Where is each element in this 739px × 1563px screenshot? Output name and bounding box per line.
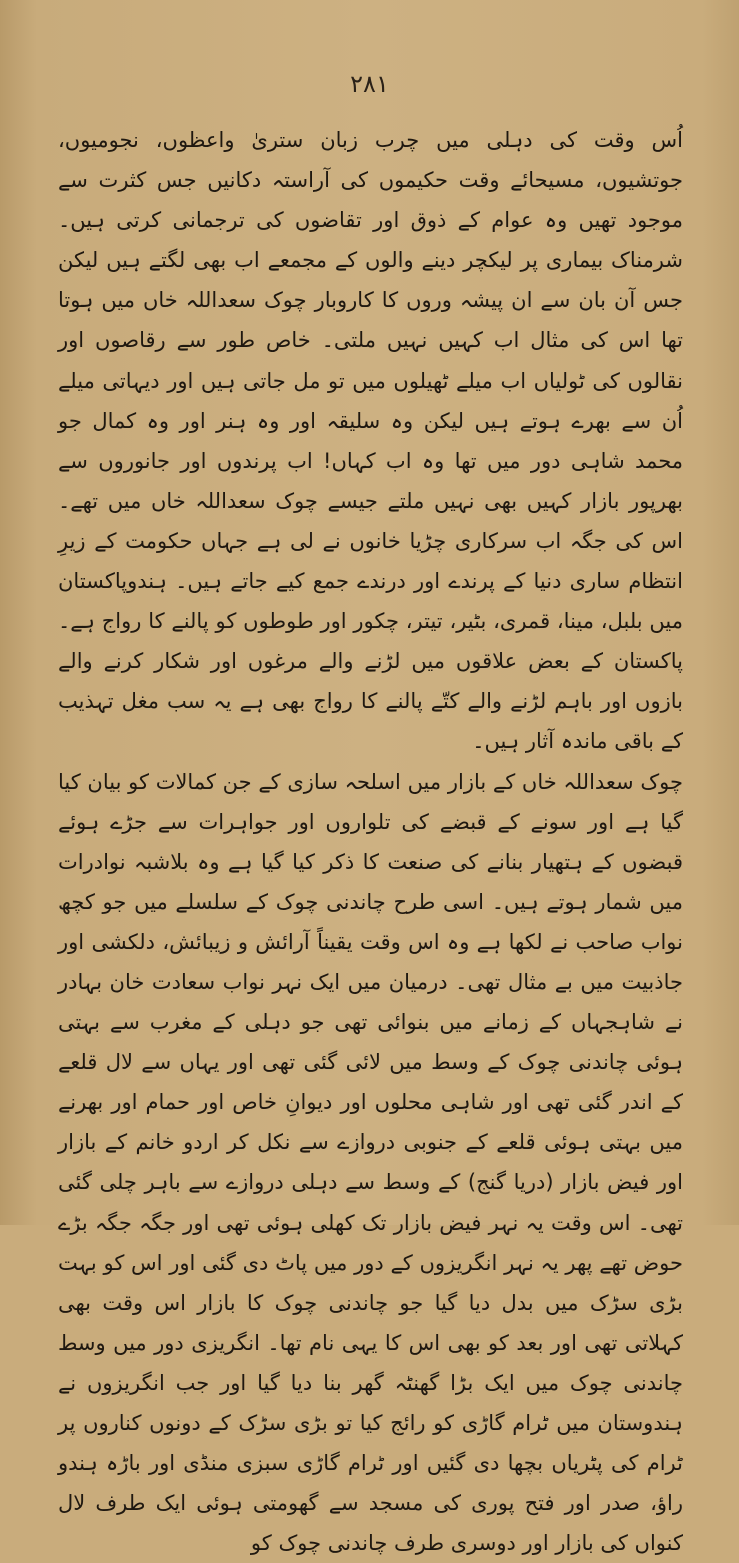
body-text xyxy=(58,120,683,1563)
page-number: ۲۸۱ xyxy=(0,70,739,98)
paragraph-2: چوک سعداللہ خاں کے بازار میں اسلحہ سازی کے جن کمالات کو بیان کیا گیا ہے اور سونے کے قبضے کی تلواروں اور جواہرات سے جڑے ہوئے قبضوں کے ہتھیار بنانے کی صنعت کا ذکر کیا گیا ہے وہ بلاشبہ نوادرات میں شمار ہوتے ہیں۔ اسی طرح چاندنی چوک کے سلسلے میں جو کچھ نواب صاحب نے لکھا ہے وہ اس وقت یقیناً آرائش و زیبائش، دلکشی اور جاذبیت میں بے مثال تھی۔ درمیان میں ایک نہر نواب سعادت خان بہادر نے شاہجہاں کے زمانے میں بنوائی تھی جو دہلی کے مغرب سے بہتی ہوئی چاندنی چوک کے وسط میں لائی گئی تھی اور یہاں سے لال قلعے کے اندر گئی تھی اور شاہی محلوں اور دیوانِ خاص اور حمام اور بھرنے میں بہتی ہوئی قلعے کے جنوبی دروازے سے نکل کر اردو خانم کے بازار اور فیض بازار (دریا گنج) کے وسط سے دہلی دروازے سے باہر چلی گئی تھی۔ اس وقت یہ نہر فیض بازار تک کھلی ہوئی تھی اور جگہ جگہ بڑے حوض تھے پھر یہ نہر انگریزوں کے دور میں پاٹ دی گئی اور اس کو بہت بڑی سڑک میں بدل دیا گیا جو چاندنی چوک کا بازار اس وقت بھی کہلاتی تھی اور بعد کو بھی اس کا یہی نام تھا۔ انگریزی دور میں وسط چاندنی چوک میں ایک بڑا گھنٹہ گھر بنا دیا گیا اور جب انگریزوں نے ہندوستان میں ٹرام گاڑی کو رائج کیا تو بڑی سڑک کے دونوں کناروں پر ٹرام کی پٹریاں بچھا دی گئیں اور ٹرام گاڑی سبزی منڈی اور باڑہ ہندو راؤ، صدر اور فتح پوری کی مسجد سے گھومتی ہوئی ایک طرف لال کنواں کی بازار اور دوسری طرف چاندنی چوک کو xyxy=(58,762,683,1563)
paragraph-1: اُس وقت کی دہلی میں چرب زبان ستریٰ واعظوں، نجومیوں، جوتشیوں، مسیحائے وقت حکیموں کی آراستہ دکانیں جس کثرت سے موجود تھیں وہ عوام کے ذوق اور تقاضوں کی ترجمانی کرتی ہیں۔ شرمناک بیماری پر لیکچر دینے والوں کے مجمعے اب بھی لگتے ہیں لیکن جس آن بان سے ان پیشہ وروں کا کاروبار چوک سعداللہ خاں میں ہوتا تھا اس کی مثال اب کہیں نہیں ملتی۔ خاص طور سے رقاصوں اور نقالوں کی ٹولیاں اب میلے ٹھیلوں میں تو مل جاتی ہیں اور دیہاتی میلے اُن سے بھرے ہوتے ہیں لیکن وہ سلیقہ اور وہ ہنر اور وہ کمال جو محمد شاہی دور میں تھا وہ اب کہاں! اب پرندوں اور جانوروں سے بھرپور بازار کہیں بھی نہیں ملتے جیسے چوک سعداللہ خاں میں تھے۔ اس کی جگہ اب سرکاری چڑیا خانوں نے لی ہے جہاں حکومت کے زیرِ انتظام ساری دنیا کے پرندے اور درندے جمع کیے جاتے ہیں۔ ہندوپاکستان میں بلبل، مینا، قمری، بٹیر، تیتر، چکور اور طوطوں کو پالنے کا رواج ہے۔ پاکستان کے بعض علاقوں میں لڑنے والے مرغوں اور شکار کرنے والے بازوں اور باہم لڑنے والے کتّے پالنے کا رواج بھی ہے یہ سب مغل تہذیب کے باقی ماندہ آثار ہیں۔ xyxy=(58,120,683,762)
